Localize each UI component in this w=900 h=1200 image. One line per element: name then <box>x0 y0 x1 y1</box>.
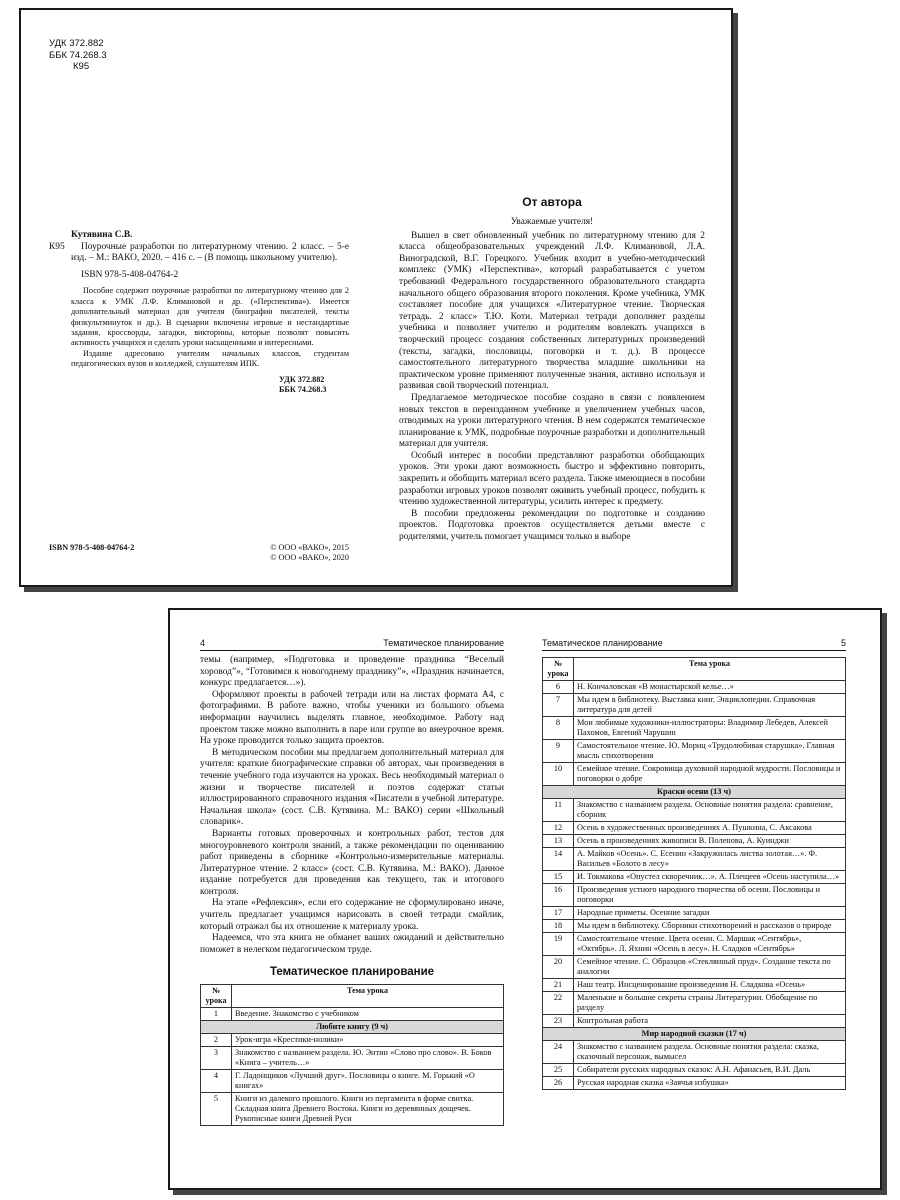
lesson-topic: Н. Кончаловская «В монастырской келье…» <box>574 681 846 694</box>
imprint-footer <box>49 543 349 564</box>
table-row <box>543 694 846 717</box>
body-paragraph: В методическом пособии мы предлагаем дополнительный материал для учителя: краткие биографические справки об авторах, чьи произведения в течение учебного года изучаются на уроках. Весь необходимый материал о жизни и творчестве писателей и поэтов содержат статьи иллюстрированного справочного издания «Писатели в учебной литературе. Начальная школа» (сост. С.В. Кутявина. М.: ВАКО) серии «Школьный словарик». <box>200 747 504 828</box>
column-header-topic: Тема урока <box>232 985 504 1008</box>
body-paragraph: На этапе «Рефлексия», если его содержание не сформулировано иначе, учитель предлагает учащимся нарисовать в своей тетради смайлик, который отражал бы их отношение к материалу урока. <box>200 898 504 932</box>
running-header <box>200 638 504 651</box>
preface-paragraph: В пособии предложены рекомендации по подготовке и созданию проектов. Подготовка проектов осуществляется детьми вместе с родителями, учитель помогает учащимся только в выборе <box>399 508 705 543</box>
section-title: Мир народной сказки (17 ч) <box>543 1028 846 1041</box>
lesson-number: 4 <box>201 1070 232 1093</box>
column-header-number: № урока <box>201 985 232 1008</box>
lesson-topic: Народные приметы. Осенние загадки <box>574 907 846 920</box>
table-row <box>201 1008 504 1021</box>
lesson-topic: Семейное чтение. Сокровища духовной народной мудрости. Пословицы и поговорки о добре <box>574 763 846 786</box>
table-row <box>543 1041 846 1064</box>
author-name: Кутявина С.В. <box>71 230 133 240</box>
table-row <box>543 799 846 822</box>
preface-title: От автора <box>522 195 582 209</box>
table-row <box>543 1064 846 1077</box>
lesson-topic: Наш театр. Инсценирование произведения Н. Сладкова «Осень» <box>574 979 846 992</box>
table-row <box>543 907 846 920</box>
lesson-topic: Знакомство с названием раздела. Ю. Энтин «Слово про слово». В. Боков «Книга – учитель…» <box>232 1047 504 1070</box>
lesson-topic: Самостоятельное чтение. Ю. Мориц «Трудолюбивая старушка». Главная мысль стихотворения <box>574 740 846 763</box>
column-header-number: № урока <box>543 658 574 681</box>
lesson-number: 11 <box>543 799 574 822</box>
running-head-title: Тематическое планирование <box>542 638 663 648</box>
lesson-number: 24 <box>543 1041 574 1064</box>
preface-paragraph: Вышел в свет обновленный учебник по литературному чтению для 2 класса общеобразовательных учреждений Л.Ф. Климановой, Л.А. Виноградской, В.Г. Горецкого. Учебник входит в учебно-методический комплекс (УМК) «Перспектива», который разрабатывается с учетом требований Федерального государственного образовательного стандарта начального общего образования второго поколения. Кроме учебника, УМК составляет пособие для учащихся «Литературное чтение. Творческая тетрадь. 2 класс» Т.Ю. Коти. Материал тетради дополняет разделы учебника и позволяет учителю и родителям вовлекать учащихся в творческий процесс создания собственных литературных произведений (тексты, загадки, пословицы, поговорки и т. д.). В процессе самостоятельного литературного творчества младшие школьники на практическом уровне применяют полученные знания, активно используя и развивая свой творческий потенциал. <box>399 230 705 392</box>
book-spread-top <box>19 8 733 587</box>
lesson-topic: Русская народная сказка «Заячья избушка» <box>574 1077 846 1090</box>
section-row <box>543 786 846 799</box>
section-row <box>201 1021 504 1034</box>
lesson-topic: Книги из далекого прошлого. Книги из пергамента в форме свитка. Складная книга Древнего Востока. Книги из деревянных дощечек. Рукописные книги Древней Руси <box>232 1093 504 1126</box>
table-row <box>543 1077 846 1090</box>
table-row <box>543 933 846 956</box>
table-row <box>543 740 846 763</box>
lesson-number: 12 <box>543 822 574 835</box>
table-title: Тематическое планирование <box>269 966 435 979</box>
table-row <box>201 1034 504 1047</box>
copyright-line: © ООО «ВАКО», 2020 <box>270 553 349 563</box>
lesson-number: 14 <box>543 848 574 871</box>
preface-paragraph: Особый интерес в пособии представляют разработки обобщающих уроков. Эти уроки дают возможность быстро и эффективно повторить, закрепить и обобщить материал всего раздела. Также имеющиеся в пособии разработки игровых уроков позволят оживить учебный процесс, побудить к чтению художественной литературы, усилить интерес к предмету. <box>399 450 705 508</box>
lesson-number: 7 <box>543 694 574 717</box>
running-head-title: Тематическое планирование <box>383 638 504 648</box>
lesson-topic: Контрольная работа <box>574 1015 846 1028</box>
table-row <box>543 979 846 992</box>
lesson-topic: Осень в произведениях живописи В. Поленова, А. Куинджи <box>574 835 846 848</box>
body-paragraph: Оформляют проекты в рабочей тетради или на листах формата А4, с фотографиями. В работе важно, чтобы ученики из большого объема информации научились выделять главное, необходимое. Работу над проектом также можно выполнить в паре или группе во внеурочное время. На уроке проводится только защита проектов. <box>200 689 504 747</box>
copyright-line: © ООО «ВАКО», 2015 <box>270 543 349 552</box>
table-row <box>543 717 846 740</box>
lesson-topic: Мы идем в библиотеку. Сборники стихотворений и рассказов о природе <box>574 920 846 933</box>
table-row <box>543 956 846 979</box>
lesson-number: 6 <box>543 681 574 694</box>
book-spread-bottom <box>168 608 882 1190</box>
bibliographic-description: Поурочные разработки по литературному чтению. 2 класс. – 5-е изд. – М.: ВАКО, 2020. – 416 с. – (В помощь школьному учителю). <box>71 241 349 264</box>
udk-block <box>49 38 349 73</box>
column-header-topic: Тема урока <box>574 658 846 681</box>
table-row <box>543 835 846 848</box>
table-row <box>543 920 846 933</box>
lesson-topic: А. Майков «Осень». С. Есенин «Закружилась листва золотая…». Ф. Васильев «Болото в лесу» <box>574 848 846 871</box>
lesson-topic: Маленькие и большие секреты страны Литературии. Обобщение по разделу <box>574 992 846 1015</box>
lesson-topic: Знакомство с названием раздела. Основные понятия раздела: сказка, сказочный персонаж, вымысел <box>574 1041 846 1064</box>
lesson-number: 9 <box>543 740 574 763</box>
lesson-number: 20 <box>543 956 574 979</box>
imprint-page <box>49 38 349 568</box>
lesson-topic: Самостоятельное чтение. Цвета осени. С. Маршак «Сентябрь», «Октябрь». Л. Яхнин «Осень в лесу». Н. Сладков «Сентябрь» <box>574 933 846 956</box>
k95-mark: К95 <box>49 241 65 252</box>
section-row <box>543 1028 846 1041</box>
lesson-topic: Произведения устного народного творчества об осени. Пословицы и поговорки <box>574 884 846 907</box>
lesson-number: 25 <box>543 1064 574 1077</box>
lesson-topic: И. Токмакова «Опустел скворечник…». А. Плещеев «Осень наступила…» <box>574 871 846 884</box>
preface-greeting: Уважаемые учителя! <box>510 217 594 227</box>
lesson-number: 13 <box>543 835 574 848</box>
lesson-plan-table <box>542 657 846 1090</box>
isbn-line: ISBN 978-5-408-04764-2 <box>81 269 179 280</box>
lesson-topic: Мои любимые художники-иллюстраторы: Владимир Лебедев, Алексей Пахомов, Евгений Чарушин <box>574 717 846 740</box>
lesson-number: 3 <box>201 1047 232 1070</box>
lesson-number: 23 <box>543 1015 574 1028</box>
table-row <box>543 992 846 1015</box>
table-row <box>543 1015 846 1028</box>
lesson-topic: Собиратели русских народных сказок: А.Н. Афанасьев, В.И. Даль <box>574 1064 846 1077</box>
table-row <box>543 681 846 694</box>
table-row <box>543 822 846 835</box>
bbk-line: ББК 74.268.3 <box>49 49 107 61</box>
udk-right: УДК 372.882 <box>279 374 325 384</box>
page-number: 5 <box>840 638 846 648</box>
table-row <box>201 1093 504 1126</box>
lesson-topic: Семейное чтение. С. Образцов «Стеклянный пруд». Создание текста по аналогии <box>574 956 846 979</box>
lesson-number: 26 <box>543 1077 574 1090</box>
udk-line: УДК 372.882 <box>49 38 104 49</box>
lesson-topic: Знакомство с названием раздела. Основные понятия раздела: сравнение, сборник <box>574 799 846 822</box>
lesson-plan-table <box>200 984 504 1126</box>
lesson-number: 17 <box>543 907 574 920</box>
lesson-number: 16 <box>543 884 574 907</box>
lesson-number: 2 <box>201 1034 232 1047</box>
audience-note: Издание адресовано учителям начальных классов, студентам педагогических вузов и колледжей, слушателям ИПК. <box>71 348 349 369</box>
table-row <box>543 848 846 871</box>
lesson-topic: Мы идем в библиотеку. Выставка книг. Энциклопедии. Справочная литература для детей <box>574 694 846 717</box>
lesson-topic: Осень в художественных произведениях А. Пушкина, С. Аксакова <box>574 822 846 835</box>
body-paragraph: Надеемся, что эта книга не обманет ваших ожиданий и действительно поможет в нелегком педагогическом труде. <box>200 933 504 955</box>
lesson-number: 21 <box>543 979 574 992</box>
lesson-number: 5 <box>201 1093 232 1126</box>
table-row <box>543 884 846 907</box>
table-row <box>201 1047 504 1070</box>
bibliographic-record <box>49 230 349 395</box>
preface-page <box>399 195 705 544</box>
bbk-right: ББК 74.268.3 <box>279 385 327 395</box>
running-header <box>542 638 846 651</box>
section-title: Любите книгу (9 ч) <box>201 1021 504 1034</box>
isbn-bottom: ISBN 978-5-408-04764-2 <box>49 543 135 552</box>
k95-line: К95 <box>73 61 90 72</box>
preface-paragraph: Предлагаемое методическое пособие создано в связи с появлением новых текстов в переизданном учебнике и увеличением учебных часов, отводимых на уроки литературного чтения. В нем содержатся тематическое планирование к УМК, подробные поурочные разработки и дополнительный материал для учителя. <box>399 392 705 450</box>
lesson-number: 10 <box>543 763 574 786</box>
body-paragraph: темы (например, «Подготовка и проведение праздника “Веселый хоровод”», “Готовимся к новогоднему празднику”», «Праздник начинается, конкурс предлагается…»). <box>200 655 504 689</box>
table-row <box>543 763 846 786</box>
table-row <box>543 871 846 884</box>
section-title: Краски осени (13 ч) <box>543 786 846 799</box>
lesson-topic: Урок-игра «Крестики-нолики» <box>232 1034 504 1047</box>
lesson-topic: Г. Ладонщиков «Лучший друг». Пословицы о книге. М. Горький «О книгах» <box>232 1070 504 1093</box>
body-paragraph: Варианты готовых проверочных и контрольных работ, тестов для многоуровневого контроля знаний, а также рекомендации по оцениванию работ приведены в сборнике «Контрольно-измерительные материалы. Литературное чтение. 2 класс» (сост. С.В. Кутявина. М.: ВАКО). Данное издание потребуется для проведения как текущего, так и итогового контроля. <box>200 828 504 897</box>
copyright-block <box>270 543 349 564</box>
lesson-number: 19 <box>543 933 574 956</box>
page-4 <box>200 638 504 1126</box>
table-row <box>201 1070 504 1093</box>
page-5 <box>542 638 846 1090</box>
lesson-topic: Введение. Знакомство с учебником <box>232 1008 504 1021</box>
page-number: 4 <box>200 638 206 648</box>
lesson-number: 8 <box>543 717 574 740</box>
lesson-number: 1 <box>201 1008 232 1021</box>
lesson-number: 15 <box>543 871 574 884</box>
lesson-number: 18 <box>543 920 574 933</box>
annotation: Пособие содержит поурочные разработки по литературному чтению для 2 класса к УМК Л.Ф. Климановой и др. («Перспектива»). Имеется дополнительный материал для учителя (биографии писателей, тексты физкультминуток и др.). В сценарии включены игровые и нестандартные задания, кроссворды, загадки, викторины, которые позволят повысить активность учащихся и сделать уроки насыщенными и интересными. <box>71 286 349 348</box>
lesson-number: 22 <box>543 992 574 1015</box>
